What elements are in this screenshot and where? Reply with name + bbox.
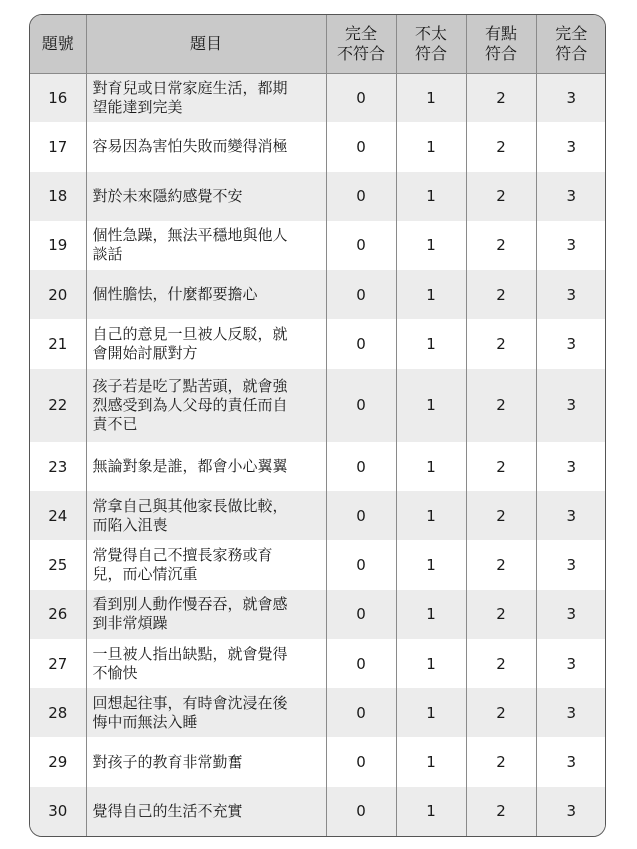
table-header [30, 15, 606, 73]
item-text [86, 122, 326, 171]
item-text-line: 烈感受到為人父母的責任而自 [92, 395, 288, 414]
item-text-line: 到非常煩躁 [92, 614, 168, 633]
score-option-3[interactable]: 2 [466, 540, 536, 589]
score-option-2[interactable]: 1 [396, 319, 466, 368]
score-option-2[interactable]: 1 [396, 540, 466, 589]
header-option-3-line-2: 符合 [484, 43, 517, 63]
item-text [86, 540, 326, 589]
header-option-4-line-2: 符合 [555, 43, 588, 63]
score-option-4[interactable]: 3 [566, 396, 577, 415]
score-option-1[interactable]: 0 [326, 442, 396, 491]
header-option-1-line-1: 完全 [344, 23, 377, 43]
item-text [86, 787, 326, 836]
score-option-3[interactable]: 2 [466, 737, 536, 786]
table-row [30, 270, 606, 319]
score-option-4[interactable]: 3 [566, 654, 577, 673]
item-number: 22 [30, 369, 86, 442]
item-text [86, 172, 326, 221]
questionnaire-table [30, 15, 606, 836]
item-number: 21 [30, 319, 86, 368]
score-option-3[interactable]: 2 [466, 688, 536, 737]
score-option-1[interactable]: 0 [326, 221, 396, 270]
score-option-1[interactable]: 0 [326, 122, 396, 171]
score-option-1[interactable]: 0 [326, 491, 396, 540]
score-option-2[interactable]: 1 [396, 122, 466, 171]
item-text-line: 責不已 [92, 414, 138, 433]
item-text-line: 無論對象是誰，都會小心翼翼 [92, 457, 288, 475]
item-text-line: 常覺得自己不擅長家務或育 [92, 546, 273, 564]
item-text-line: 一旦被人指出缺點，就會覺得 [92, 644, 288, 663]
item-number: 23 [30, 442, 86, 491]
table-row [30, 369, 606, 442]
header-row [30, 15, 606, 73]
score-option-4[interactable]: 3 [566, 285, 577, 304]
item-number: 28 [30, 688, 86, 737]
table-row [30, 122, 606, 171]
score-option-2[interactable]: 1 [396, 639, 466, 688]
item-text-line: 容易因為害怕失敗而變得消極 [92, 137, 288, 156]
item-text [86, 442, 326, 491]
score-option-3[interactable]: 2 [466, 319, 536, 368]
score-option-2[interactable]: 1 [396, 737, 466, 786]
table-row [30, 639, 606, 688]
header-option-3-line-1: 有點 [484, 23, 517, 43]
score-option-2[interactable]: 1 [396, 270, 466, 319]
item-text-line: 看到別人動作慢吞吞，就會感 [92, 595, 288, 614]
item-number: 27 [30, 639, 86, 688]
item-number: 26 [30, 590, 86, 639]
item-text [86, 73, 326, 122]
score-option-2[interactable]: 1 [396, 491, 466, 540]
score-option-1[interactable]: 0 [326, 737, 396, 786]
item-text-line: 兒，而心情沉重 [92, 565, 198, 583]
table-row [30, 319, 606, 368]
table-row [30, 540, 606, 589]
score-option-2[interactable]: 1 [396, 172, 466, 221]
score-option-4[interactable]: 3 [566, 88, 577, 107]
score-option-1[interactable]: 0 [326, 172, 396, 221]
score-option-4[interactable]: 3 [566, 334, 577, 353]
item-text-line: 對孩子的教育非常勤奮 [92, 752, 243, 771]
item-text-line: 常拿自己與其他家長做比較， [92, 496, 288, 515]
table-row [30, 442, 606, 491]
header-option-4 [536, 15, 606, 73]
score-option-4[interactable]: 3 [566, 457, 577, 476]
score-option-3[interactable]: 2 [466, 172, 536, 221]
item-text [86, 688, 326, 737]
score-option-2[interactable]: 1 [396, 590, 466, 639]
table-row [30, 491, 606, 540]
item-text-line: 而陷入沮喪 [92, 515, 168, 534]
item-number: 30 [30, 787, 86, 836]
score-option-2[interactable]: 1 [396, 221, 466, 270]
item-number: 18 [30, 172, 86, 221]
score-option-3[interactable]: 2 [466, 73, 536, 122]
score-option-2[interactable]: 1 [396, 442, 466, 491]
score-option-3[interactable]: 2 [466, 590, 536, 639]
score-option-2[interactable]: 1 [396, 688, 466, 737]
item-text [86, 737, 326, 786]
header-option-4-line-1: 完全 [555, 23, 588, 43]
table-row [30, 688, 606, 737]
score-option-1[interactable]: 0 [326, 688, 396, 737]
score-option-1[interactable]: 0 [326, 270, 396, 319]
score-option-4[interactable]: 3 [566, 506, 577, 525]
score-option-2[interactable]: 1 [396, 369, 466, 442]
table-row [30, 787, 606, 836]
item-text [86, 491, 326, 540]
item-number: 16 [30, 73, 86, 122]
item-number: 25 [30, 540, 86, 589]
item-text-line: 個性膽怯，什麼都要擔心 [92, 285, 258, 304]
item-number: 29 [30, 737, 86, 786]
score-option-3[interactable]: 2 [466, 639, 536, 688]
score-option-4[interactable]: 3 [566, 556, 577, 574]
item-text-line: 回想起往事，有時會沈浸在後 [92, 693, 288, 712]
header-option-2-line-1: 不太 [414, 23, 447, 43]
score-option-1[interactable]: 0 [326, 369, 396, 442]
score-option-4[interactable]: 3 [566, 187, 577, 206]
score-option-1[interactable]: 0 [326, 73, 396, 122]
header-option-3 [466, 15, 536, 73]
item-text [86, 270, 326, 319]
header-option-2-line-2: 符合 [414, 43, 447, 63]
score-option-1[interactable]: 0 [326, 787, 396, 836]
header-option-1 [326, 15, 396, 73]
item-number: 20 [30, 270, 86, 319]
item-text [86, 319, 326, 368]
table-row [30, 737, 606, 786]
score-option-3[interactable]: 2 [466, 270, 536, 319]
header-number: 題號 [30, 15, 86, 73]
item-text-line: 自己的意見一旦被人反駁，就 [92, 324, 288, 343]
score-option-3[interactable]: 2 [466, 442, 536, 491]
score-option-2[interactable]: 1 [396, 787, 466, 836]
score-option-4[interactable]: 3 [566, 753, 577, 771]
item-text [86, 221, 326, 270]
item-text-line: 談話 [92, 245, 123, 264]
score-option-4[interactable]: 3 [566, 802, 577, 821]
item-number: 17 [30, 122, 86, 171]
score-option-2[interactable]: 1 [396, 73, 466, 122]
item-text [86, 590, 326, 639]
score-option-3[interactable]: 2 [466, 491, 536, 540]
score-option-4[interactable]: 3 [566, 605, 577, 624]
table-body [30, 73, 606, 836]
score-option-1[interactable]: 0 [326, 319, 396, 368]
score-option-3[interactable]: 2 [466, 787, 536, 836]
header-option-1-line-2: 不符合 [336, 43, 385, 63]
score-option-4[interactable]: 3 [566, 703, 577, 722]
score-option-1[interactable]: 0 [326, 540, 396, 589]
item-text-line: 對於未來隱約感覺不安 [92, 186, 243, 205]
item-text-line: 望能達到完美 [92, 97, 183, 116]
score-option-4[interactable]: 3 [566, 137, 577, 156]
score-option-1[interactable]: 0 [326, 639, 396, 688]
table-row [30, 172, 606, 221]
item-text [86, 369, 326, 442]
questionnaire-table-frame [29, 14, 606, 837]
item-text-line: 孩子若是吃了點苦頭，就會強 [92, 376, 288, 395]
item-number: 19 [30, 221, 86, 270]
item-text-line: 不愉快 [92, 663, 138, 682]
item-text-line: 會開始討厭對方 [92, 343, 198, 362]
score-option-3[interactable]: 2 [466, 221, 536, 270]
item-text-line: 覺得自己的生活不充實 [92, 801, 243, 820]
item-number: 24 [30, 491, 86, 540]
table-row [30, 590, 606, 639]
score-option-3[interactable]: 2 [466, 369, 536, 442]
header-option-2 [396, 15, 466, 73]
table-row [30, 221, 606, 270]
item-text-line: 悔中而無法入睡 [92, 712, 198, 731]
item-text-line: 對育兒或日常家庭生活，都期 [92, 78, 288, 97]
score-option-4[interactable]: 3 [566, 236, 577, 255]
score-option-3[interactable]: 2 [466, 122, 536, 171]
table-row [30, 73, 606, 122]
score-option-1[interactable]: 0 [326, 590, 396, 639]
header-item: 題目 [86, 15, 326, 73]
item-text-line: 個性急躁，無法平穩地與他人 [92, 226, 288, 245]
item-text [86, 639, 326, 688]
